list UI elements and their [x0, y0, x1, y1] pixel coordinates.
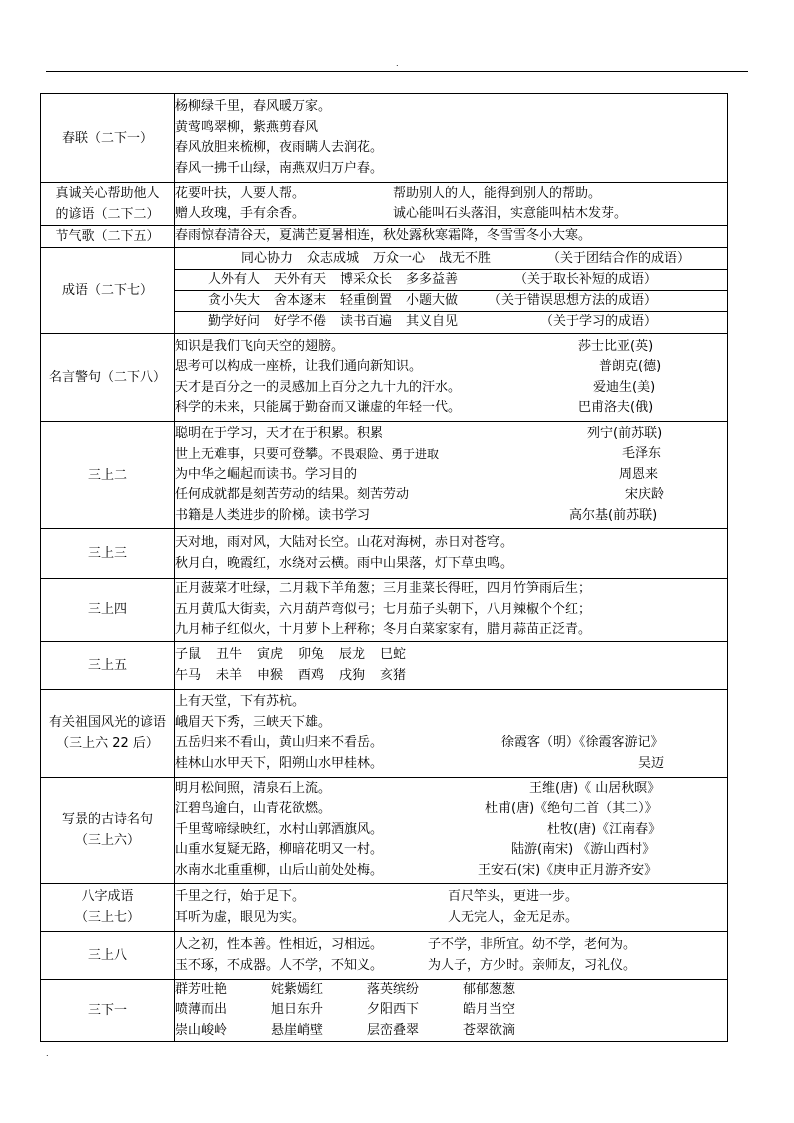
- text-line: [175, 907, 727, 929]
- row-category: 三上五: [41, 641, 175, 689]
- quote-line: 五岳归来不看山，黄山归来不看岳。 徐霞客（明）《徐霞客游记》: [175, 733, 727, 754]
- idiom-line: 人外有人 天外有天 博采众长 多多益善 （关于取长补短的成语）: [175, 270, 727, 291]
- quote-line: 桂林山水甲天下，阳朔山水甲桂林。 吴迈: [175, 754, 727, 775]
- text-line: 天对地，雨对风，大陆对长空。山花对海树，赤日对苍穹。: [175, 535, 514, 550]
- quote-author: 陆游(南宋) 《游山西村》: [511, 842, 656, 858]
- text-line: [175, 955, 727, 977]
- quote-author: 列宁(前苏联): [587, 425, 663, 441]
- row-category: 有关祖国风光的谚语 （三上六 22 后）: [41, 689, 175, 777]
- row-category: 春联（二下一）: [41, 94, 175, 183]
- idiom-note: （关于错误思想方法的成语）: [487, 293, 657, 308]
- row-category: 成语（二下七）: [41, 248, 175, 334]
- saying-right: 子不学，非所宜。幼不学，老何为。: [428, 936, 637, 952]
- quote-line: 江碧鸟逾白，山青花欲燃。 杜甫(唐)《绝句二首（其二）》: [175, 799, 727, 820]
- saying-right: 诚心能叫石头落泪，实意能叫枯木发芽。: [393, 206, 628, 221]
- word-line: 崇山峻岭 悬崖峭壁 层峦叠翠 苍翠欲滴: [175, 1022, 516, 1038]
- row-content: [175, 529, 728, 579]
- row-content: [175, 979, 728, 1042]
- quote-line: 世上无难事，只要可登攀。不畏艰险、勇于进取 毛泽东: [175, 444, 727, 465]
- row-content: [175, 248, 728, 334]
- quote-line: 书籍是人类进步的阶梯。读书学习 高尔基(前苏联): [175, 506, 727, 527]
- idiom-note: （关于学习的成语）: [539, 314, 657, 329]
- row-category: 三上三: [41, 529, 175, 579]
- saying-left: 人之初，性本善。性相近，习相远。: [175, 936, 384, 952]
- table-row: [41, 183, 728, 226]
- quote-author: 宋庆龄: [625, 487, 665, 503]
- row-content: [175, 334, 728, 422]
- zodiac-line: 午马 未羊 申猴 酉鸡 戌狗 亥猪: [175, 668, 407, 683]
- row-content: [175, 422, 728, 529]
- row-content: [175, 931, 728, 979]
- saying-right: 人无完人，金无足赤。: [448, 910, 579, 925]
- row-category: 三上二: [41, 422, 175, 529]
- table-row: [41, 334, 728, 422]
- quote-author: 吴迈: [638, 755, 665, 771]
- idiom-groups: [175, 249, 727, 332]
- text-line: 五月黄瓜大街卖，六月葫芦弯似弓；七月茄子头朝下，八月辣椒个个红；: [175, 601, 592, 617]
- saying-left: 赠人玫瑰，手有余香。: [175, 206, 306, 221]
- row-category: 写景的古诗名句 （三上六）: [41, 777, 175, 883]
- quote-line: 水南水北重重柳，山后山前处处梅。 王安石(宋)《庚申正月游齐安》: [175, 861, 727, 882]
- saying-left: 千里之行，始于足下。: [175, 888, 306, 904]
- idiom-note: （关于取长补短的成语）: [513, 272, 657, 287]
- zodiac-line: 子鼠 丑牛 寅虎 卯兔 辰龙 巳蛇: [175, 646, 407, 662]
- word-line: 喷薄而出 旭日东升 夕阳西下 皓月当空: [175, 1002, 516, 1017]
- text-line: [175, 886, 727, 908]
- word-line: 群芳吐艳 姹紫嫣红 落英缤纷 郁郁葱葱: [175, 981, 516, 997]
- row-content: [175, 883, 728, 931]
- row-content: [175, 777, 728, 883]
- idiom-line: 贪小失大 舍本逐末 轻重倒置 小题大做 （关于错误思想方法的成语）: [175, 291, 727, 312]
- quote-author: 普朗克(德): [599, 359, 662, 374]
- quote-line: 天才是百分之一的灵感加上百分之九十九的汗水。 爱迪生(美): [175, 378, 727, 399]
- table-row: [41, 422, 728, 529]
- table-row: [41, 777, 728, 883]
- quote-author: 毛泽东: [622, 446, 662, 462]
- header-mark: .: [396, 59, 399, 68]
- table-row: [41, 641, 728, 689]
- text-line: 春雨惊春清谷天，夏满芒夏暑相连，秋处露秋寒霜降，冬雪雪冬小大寒。: [175, 228, 592, 244]
- saying-right: 帮助别人的人，能得到别人的帮助。: [393, 185, 602, 201]
- text-line: 杨柳绿千里，春风暖万家。: [175, 99, 332, 114]
- table-row: [41, 689, 728, 777]
- quote-author: 徐霞客（明）《徐霞客游记》: [501, 735, 664, 750]
- quote-line: 峨眉天下秀，三峡天下雄。: [175, 714, 332, 730]
- idiom-line: 同心协力 众志成城 万众一心 战无不胜 （关于团结合作的成语）: [175, 249, 727, 270]
- table-row: [41, 248, 728, 334]
- quote-line: 为中华之崛起而读书。学习目的 周恩来: [175, 465, 727, 486]
- row-category: 三上八: [41, 931, 175, 979]
- header-rule: [46, 71, 748, 72]
- row-content: [175, 579, 728, 642]
- quote-line: 聪明在于学习，天才在于积累。积累 列宁(前苏联): [175, 424, 727, 445]
- text-line: 黄莺鸣翠柳，紫燕剪春风: [175, 119, 319, 135]
- table-row: [41, 579, 728, 642]
- text-line: [175, 934, 727, 956]
- quote-author: 周恩来: [619, 466, 659, 482]
- saying-left: 玉不琢，不成器。人不学，不知义。: [175, 958, 384, 973]
- quote-author: 莎士比亚(英): [578, 338, 654, 354]
- idiom-note: （关于团结合作的成语）: [546, 251, 690, 266]
- row-category: 三上四: [41, 579, 175, 642]
- row-category: 真诚关心帮助他人 的谚语（二下二）: [41, 183, 175, 226]
- table-row: [41, 979, 728, 1042]
- quote-line: 千里莺啼绿映红，水村山郭酒旗风。 杜牧(唐)《江南春》: [175, 820, 727, 841]
- quote-author: 杜甫(唐)《绝句二首（其二）》: [485, 801, 658, 817]
- text-line: 春风一拂千山绿，南燕双归万户春。: [175, 160, 384, 176]
- row-content: [175, 94, 728, 183]
- quote-line: 山重水复疑无路，柳暗花明又一村。 陆游(南宋) 《游山西村》: [175, 840, 727, 861]
- row-content: [175, 183, 728, 226]
- quote-author: 巴甫洛夫(俄): [578, 400, 654, 415]
- row-category: 节气歌（二下五）: [41, 226, 175, 248]
- table-row: [41, 226, 728, 248]
- quote-author: 爱迪生(美): [593, 379, 656, 395]
- quote-line: 上有天堂，下有苏杭。: [175, 694, 306, 709]
- text-line: 正月菠菜才吐绿，二月栽下羊角葱；三月韭菜长得旺，四月竹笋雨后生；: [175, 581, 592, 596]
- quote-author: 高尔基(前苏联): [569, 507, 658, 523]
- footer-mark: .: [46, 1049, 49, 1058]
- row-category: 三下一: [41, 979, 175, 1042]
- content-table: [40, 93, 728, 1042]
- row-category: 八字成语 （三上七）: [41, 883, 175, 931]
- saying-left: 耳听为虚，眼见为实。: [175, 910, 306, 925]
- idiom-line: 勤学好问 好学不倦 读书百遍 其义自见 （关于学习的成语）: [175, 312, 727, 333]
- quote-line: 任何成就都是刻苦劳动的结果。刻苦劳动 宋庆龄: [175, 485, 727, 506]
- saying-right: 百尺竿头，更进一步。: [448, 888, 579, 904]
- quote-author: 王安石(宋)《庚申正月游齐安》: [478, 862, 658, 878]
- saying-right: 为人子，方少时。亲师友，习礼仪。: [428, 958, 637, 973]
- text-line: [175, 184, 727, 205]
- quote-line: 明月松间照，清泉石上流。 王维(唐)《 山居秋暝》: [175, 779, 727, 800]
- quote-author: 杜牧(唐)《江南春》: [547, 821, 662, 837]
- row-content: [175, 689, 728, 777]
- text-line: [175, 204, 727, 225]
- row-content: [175, 226, 728, 248]
- quote-line: 思考可以构成一座桥，让我们通向新知识。 普朗克(德): [175, 357, 727, 378]
- text-line: 秋月白，晚霞红，水绕对云横。雨中山果落，灯下草虫鸣。: [175, 555, 514, 571]
- table-row: [41, 94, 728, 183]
- quote-line: 知识是我们飞向天空的翅膀。 莎士比亚(英): [175, 337, 727, 358]
- quote-author: 王维(唐)《 山居秋暝》: [529, 780, 661, 796]
- quote-note: 不畏艰险、勇于进取: [331, 447, 440, 462]
- table-row: [41, 883, 728, 931]
- text-line: 春风放胆来梳柳，夜雨瞒人去润花。: [175, 140, 384, 155]
- table-row: [41, 529, 728, 579]
- table-row: [41, 931, 728, 979]
- quote-line: 科学的未来，只能属于勤奋而又谦虚的年轻一代。 巴甫洛夫(俄): [175, 398, 727, 419]
- row-content: [175, 641, 728, 689]
- row-category: 名言警句（二下八）: [41, 334, 175, 422]
- saying-left: 花要叶扶，人要人帮。: [175, 185, 306, 201]
- text-line: 九月柿子红似火，十月萝卜上秤称；冬月白菜家家有，腊月蒜苗正泛青。: [175, 622, 592, 637]
